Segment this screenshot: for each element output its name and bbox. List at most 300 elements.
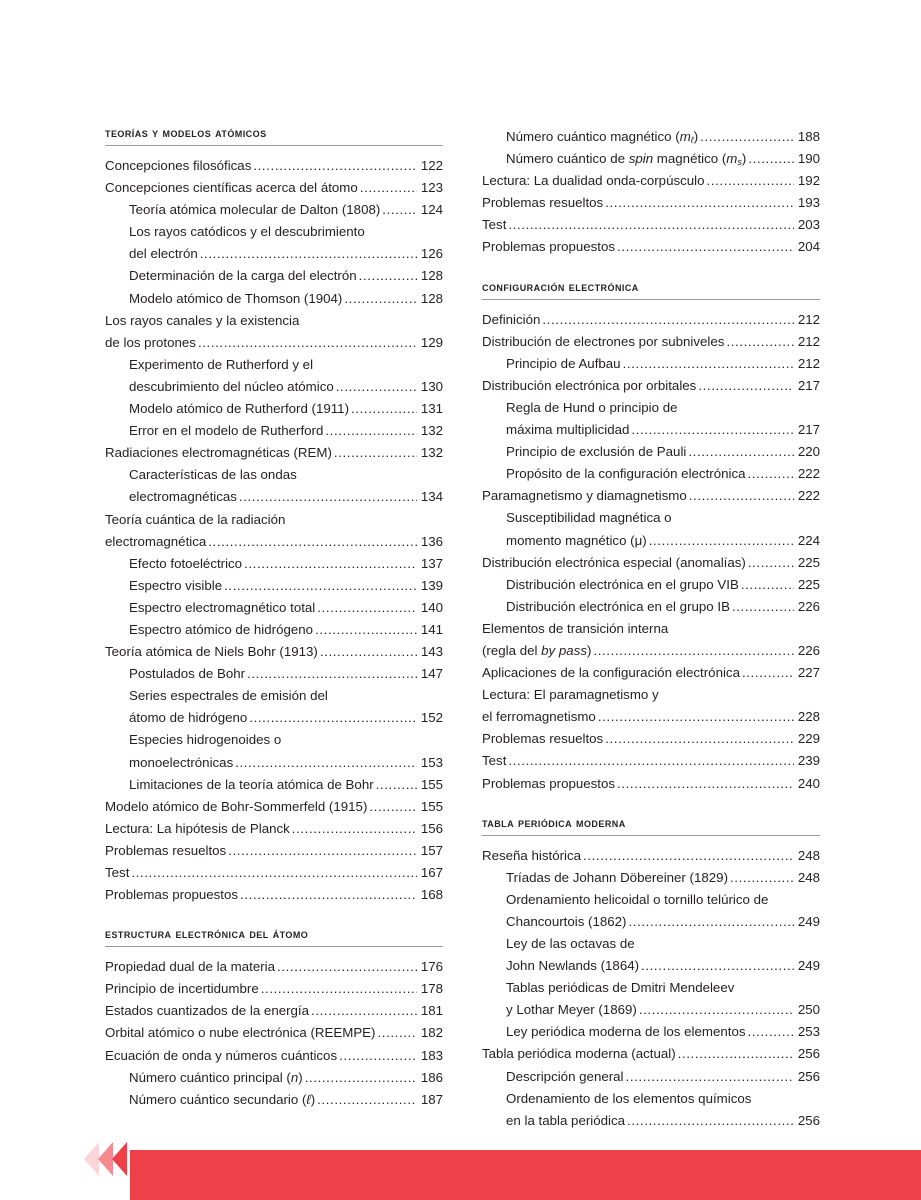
toc-page-number: 137 (420, 555, 443, 571)
toc-page-number: 192 (797, 173, 820, 189)
toc-page-number: 168 (420, 887, 443, 903)
dot-leader (707, 170, 794, 192)
toc-entry-label: Modelo atómico de Rutherford (1911) (129, 401, 350, 417)
toc-entry-label: Ordenamiento de los elementos químicos (506, 1090, 752, 1106)
toc-entry[interactable] (105, 354, 443, 376)
toc-entry[interactable] (482, 773, 820, 795)
toc-page-number: 226 (797, 642, 820, 658)
toc-entry[interactable] (482, 977, 820, 999)
dot-leader (741, 574, 794, 596)
toc-entry-label: Definición (482, 311, 541, 327)
toc-entry[interactable] (105, 575, 443, 597)
toc-entry[interactable] (482, 1088, 820, 1110)
section-header: configuración electrónica (482, 280, 820, 300)
toc-entry[interactable] (482, 845, 820, 867)
toc-entry[interactable] (482, 507, 820, 529)
dot-leader (247, 663, 417, 685)
dot-leader (627, 1110, 794, 1132)
toc-entry-label: Susceptibilidad magnética o (506, 510, 672, 526)
toc-entry-label: Número cuántico principal (n) (129, 1069, 303, 1085)
toc-entry-label: Problemas resueltos (482, 195, 604, 211)
dot-leader (382, 199, 417, 221)
toc-page-number: 249 (797, 958, 820, 974)
toc-entry-label: Experimento de Rutherford y el (129, 356, 314, 372)
toc-page-number: 222 (797, 466, 820, 482)
toc-entry-label: Test (482, 217, 507, 233)
dot-leader (244, 553, 417, 575)
toc-page-number: 136 (420, 533, 443, 549)
toc-entry-label: Distribución electrónica en el grupo VIB (506, 576, 739, 592)
toc-page-number: 256 (797, 1068, 820, 1084)
dot-leader (359, 265, 417, 287)
toc-entry[interactable] (105, 1089, 443, 1111)
dot-leader (377, 1022, 417, 1044)
toc-entry[interactable] (482, 889, 820, 911)
toc-entry-label: Tablas periódicas de Dmitri Mendeleev (506, 980, 735, 996)
toc-entry-label: Distribución electrónica en el grupo IB (506, 598, 730, 614)
toc-page-number: 229 (797, 731, 820, 747)
toc-entry[interactable] (105, 1000, 443, 1022)
toc-entry-label: Distribución electrónica por orbitales (482, 377, 697, 393)
dot-leader (224, 575, 417, 597)
toc-entry[interactable] (482, 331, 820, 353)
dot-leader (315, 619, 417, 641)
toc-entry[interactable] (482, 640, 820, 662)
toc-page-number: 224 (797, 532, 820, 548)
toc-entry[interactable] (105, 310, 443, 332)
toc-page-number: 140 (420, 599, 443, 615)
toc-entry[interactable] (482, 192, 820, 214)
toc-entry[interactable] (105, 420, 443, 442)
toc-entry-label: Espectro visible (129, 577, 223, 593)
toc-page-number: 222 (797, 488, 820, 504)
toc-entry[interactable] (482, 148, 820, 170)
toc-page-number: 132 (420, 445, 443, 461)
toc-page-number: 182 (420, 1025, 443, 1041)
toc-entry-label: Ordenamiento helicoidal o tornillo telúrico de (506, 891, 769, 907)
dot-leader (748, 463, 795, 485)
toc-entry-label: Propiedad dual de la materia (105, 959, 276, 975)
toc-entry[interactable] (105, 531, 443, 553)
dot-leader (583, 845, 794, 867)
toc-entry-label: electromagnética (105, 533, 207, 549)
toc-entry-label: Características de las ondas (129, 467, 297, 483)
toc-page-number: 178 (420, 981, 443, 997)
toc-entry-label: electromagnéticas (129, 489, 237, 505)
toc-entry-label: Teoría atómica de Niels Bohr (1913) (105, 644, 318, 660)
toc-page-number: 167 (420, 865, 443, 880)
toc-entry-label: Test (105, 865, 130, 880)
toc-entry[interactable] (105, 553, 443, 575)
toc-page-number: 124 (420, 202, 443, 218)
toc-entry[interactable] (105, 641, 443, 663)
dot-leader (748, 1021, 795, 1043)
toc-entry[interactable] (105, 978, 443, 1000)
toc-entry[interactable] (105, 1022, 443, 1044)
toc-page-number: 225 (797, 576, 820, 592)
toc-page-number: 134 (420, 489, 443, 505)
toc-page-number: 212 (797, 311, 820, 327)
toc-entry-label: Modelo atómico de Thomson (1904) (129, 290, 343, 306)
toc-entry[interactable] (105, 956, 443, 978)
dot-leader (726, 331, 794, 353)
dot-leader (305, 1067, 417, 1089)
double-chevron-left-icon (84, 1142, 138, 1176)
dot-leader (339, 1045, 417, 1067)
toc-page-number: 240 (797, 775, 820, 791)
toc-page-number: 130 (420, 378, 443, 394)
toc-page-number: 132 (420, 423, 443, 439)
dot-leader (325, 420, 417, 442)
toc-entry[interactable] (105, 685, 443, 707)
dot-leader (649, 530, 794, 552)
dot-leader (131, 862, 417, 884)
toc-entry[interactable] (482, 706, 820, 728)
dot-leader (317, 1089, 417, 1111)
toc-entry[interactable] (105, 376, 443, 398)
toc-entry[interactable] (482, 375, 820, 397)
toc-page-number: 248 (797, 847, 820, 863)
chevron-left-icon-3 (112, 1142, 127, 1176)
toc-columns (105, 126, 820, 1132)
toc-page-number: 220 (797, 444, 820, 460)
toc-page-number: 128 (420, 290, 443, 306)
dot-leader (698, 375, 794, 397)
toc-entry-label: Lectura: La dualidad onda-corpúsculo (482, 173, 705, 189)
dot-leader (631, 419, 794, 441)
dot-leader (228, 840, 417, 862)
toc-page-number: 187 (420, 1091, 443, 1107)
toc-entry[interactable] (482, 530, 820, 552)
dot-leader (376, 774, 417, 796)
toc-page-number: 186 (420, 1069, 443, 1085)
toc-entry-label: Modelo atómico de Bohr-Sommerfeld (1915) (105, 798, 368, 814)
toc-entry-label: Problemas propuestos (482, 775, 616, 791)
toc-page-number: 239 (797, 753, 820, 769)
toc-entry[interactable] (482, 1021, 820, 1043)
toc-column-right (482, 126, 820, 1132)
toc-entry[interactable] (482, 552, 820, 574)
dot-leader (253, 155, 417, 177)
dot-leader (336, 376, 417, 398)
toc-entry-label: Tríadas de Johann Döbereiner (1829) (506, 869, 728, 885)
toc-entry[interactable] (105, 1045, 443, 1067)
toc-page-number: 249 (797, 913, 820, 929)
toc-entry[interactable] (105, 221, 443, 243)
section-header: teorías y modelos atómicos (105, 126, 443, 146)
toc-page-number: 217 (797, 377, 820, 393)
toc-page-number: 256 (797, 1046, 820, 1062)
toc-entry-label: Teoría cuántica de la radiación (105, 511, 286, 527)
toc-entry[interactable] (105, 155, 443, 177)
dot-leader (688, 441, 794, 463)
dot-leader (700, 126, 794, 148)
toc-page-number: 203 (797, 217, 820, 233)
toc-entry[interactable] (482, 1043, 820, 1065)
toc-entry-label: Postulados de Bohr (129, 666, 246, 682)
toc-entry-label: Los rayos canales y la existencia (105, 312, 300, 328)
toc-entry[interactable] (105, 862, 443, 884)
toc-page-number: 152 (420, 710, 443, 726)
toc-page-number: 190 (797, 151, 820, 167)
toc-entry[interactable] (105, 796, 443, 818)
footer-red-bar (130, 1150, 921, 1200)
toc-entry[interactable] (482, 574, 820, 596)
dot-leader (626, 1066, 794, 1088)
toc-entry[interactable] (105, 265, 443, 287)
dot-leader (628, 911, 794, 933)
toc-page-number: 122 (420, 158, 443, 173)
toc-entry-label: Problemas resueltos (105, 842, 227, 858)
dot-leader (732, 596, 794, 618)
dot-leader (623, 353, 794, 375)
toc-entry[interactable] (482, 662, 820, 684)
dot-leader (320, 641, 417, 663)
toc-page-number: 227 (797, 665, 820, 681)
toc-entry-label: Error en el modelo de Rutherford (129, 423, 324, 439)
toc-entry-label: Propósito de la configuración electrónica (506, 466, 746, 482)
dot-leader (678, 1043, 794, 1065)
toc-entry[interactable] (482, 955, 820, 977)
toc-entry[interactable] (482, 867, 820, 889)
toc-entry[interactable] (482, 999, 820, 1021)
dot-leader (748, 552, 794, 574)
dot-leader (351, 398, 417, 420)
toc-entry-label: Series espectrales de emisión del (129, 688, 328, 704)
toc-page-number: 181 (420, 1003, 443, 1019)
toc-entry-label: Ley periódica moderna de los elementos (506, 1024, 746, 1040)
toc-page-number: 248 (797, 869, 820, 885)
toc-page-number: 225 (797, 554, 820, 570)
toc-entry-label: momento magnético (μ) (506, 532, 647, 548)
dot-leader (240, 884, 417, 906)
toc-page-number: 176 (420, 959, 443, 975)
toc-entry[interactable] (105, 884, 443, 906)
toc-entry[interactable] (105, 752, 443, 774)
toc-entry[interactable] (482, 728, 820, 750)
toc-page-number: 256 (797, 1112, 820, 1128)
toc-entry[interactable] (482, 1110, 820, 1132)
dot-leader (334, 442, 417, 464)
toc-entry[interactable] (105, 442, 443, 464)
toc-entry[interactable] (482, 309, 820, 331)
toc-entry[interactable] (105, 332, 443, 354)
toc-page-number: 212 (797, 333, 820, 349)
toc-entry-label: Número cuántico magnético $(m_\ell)$ (506, 129, 699, 145)
toc-page-number: 143 (420, 644, 443, 660)
toc-entry-label: Orbital atómico o nube electrónica (REEMPE) (105, 1025, 376, 1041)
section-header: estructura electrónica del átomo (105, 927, 443, 947)
toc-entry-label: Teoría atómica molecular de Dalton (1808) (129, 202, 381, 218)
dot-leader (508, 214, 794, 236)
toc-entry-label: Distribución de electrones por subniveles (482, 333, 725, 349)
toc-entry-label: y Lothar Meyer (1869) (506, 1002, 637, 1018)
toc-entry[interactable] (482, 214, 820, 236)
dot-leader (239, 486, 417, 508)
toc-entry[interactable] (105, 243, 443, 265)
toc-entry-label: Efecto fotoeléctrico (129, 555, 243, 571)
dot-leader (593, 640, 794, 662)
toc-entry[interactable] (482, 750, 820, 772)
dot-leader (742, 662, 794, 684)
section-spacer (482, 795, 820, 816)
toc-entry-label: Espectro atómico de hidrógeno (129, 621, 314, 637)
toc-entry[interactable] (105, 486, 443, 508)
toc-entry-label: John Newlands (1864) (506, 958, 640, 974)
toc-entry[interactable] (482, 485, 820, 507)
toc-entry-label: Principio de exclusión de Pauli (506, 444, 687, 460)
toc-entry[interactable] (105, 464, 443, 486)
dot-leader (235, 752, 417, 774)
dot-leader (360, 177, 417, 199)
toc-entry-label: Tabla periódica moderna (actual) (482, 1046, 676, 1062)
toc-entry-label: Ecuación de onda y números cuánticos (105, 1047, 338, 1063)
toc-entry[interactable] (482, 684, 820, 706)
toc-page-number: 155 (420, 776, 443, 792)
toc-entry[interactable] (105, 177, 443, 199)
toc-entry-label: Determinación de la carga del electrón (129, 268, 357, 284)
toc-entry-label: de los protones (105, 334, 196, 350)
toc-entry-label: del electrón (129, 246, 198, 262)
dot-leader (748, 148, 794, 170)
toc-entry[interactable] (105, 1067, 443, 1089)
toc-entry[interactable] (482, 353, 820, 375)
toc-entry[interactable] (482, 911, 820, 933)
toc-page-number: 155 (420, 798, 443, 814)
toc-page-number: 129 (420, 334, 443, 350)
toc-entry[interactable] (482, 596, 820, 618)
toc-page-number: 157 (420, 842, 443, 858)
toc-entry-label: Radiaciones electromagnéticas (REM) (105, 445, 332, 461)
toc-page-number: 193 (797, 195, 820, 211)
toc-entry[interactable] (482, 236, 820, 258)
dot-leader (639, 999, 794, 1021)
toc-page-number: 188 (797, 129, 820, 144)
dot-leader (249, 707, 417, 729)
toc-entry[interactable] (482, 441, 820, 463)
toc-entry-label: Distribución electrónica especial (anomalías) (482, 554, 746, 570)
toc-page-number: 139 (420, 577, 443, 593)
dot-leader (689, 485, 794, 507)
toc-entry[interactable] (482, 126, 820, 148)
toc-page-number: 217 (797, 422, 820, 438)
toc-entry-label: Problemas resueltos (482, 731, 604, 747)
toc-entry[interactable] (482, 463, 820, 485)
dot-leader (311, 1000, 417, 1022)
toc-entry-label: Ley de las octavas de (506, 936, 635, 951)
toc-entry[interactable] (482, 933, 820, 955)
toc-entry-label: el ferromagnetismo (482, 709, 596, 725)
toc-page-number: 128 (420, 268, 443, 284)
dot-leader (605, 728, 794, 750)
chevron-left-icon-2 (98, 1142, 113, 1176)
toc-entry[interactable] (105, 729, 443, 751)
toc-entry[interactable] (105, 818, 443, 840)
toc-page-number: 253 (797, 1024, 820, 1040)
toc-entry[interactable] (482, 419, 820, 441)
toc-entry-label: en la tabla periódica (506, 1112, 626, 1128)
toc-entry[interactable] (105, 774, 443, 796)
toc-page-number: 183 (420, 1047, 443, 1063)
toc-entry-label: Limitaciones de la teoría atómica de Bohr (129, 776, 374, 792)
toc-page-number: 156 (420, 820, 443, 836)
toc-entry[interactable] (105, 663, 443, 685)
dot-leader (317, 597, 417, 619)
toc-page-number: 141 (420, 621, 443, 637)
toc-entry[interactable] (105, 707, 443, 729)
toc-entry-label: Elementos de transición interna (482, 620, 669, 636)
toc-entry-label: Los rayos catódicos y el descubrimiento (129, 224, 365, 240)
toc-column-left (105, 126, 443, 1132)
toc-page-number: 131 (420, 401, 443, 417)
dot-leader (277, 956, 417, 978)
toc-entry-label: Regla de Hund o principio de (506, 399, 678, 415)
toc-entry[interactable] (105, 840, 443, 862)
section-spacer (482, 259, 820, 280)
toc-entry-label: máxima multiplicidad (506, 422, 630, 438)
section-spacer (105, 906, 443, 927)
dot-leader (344, 288, 417, 310)
toc-entry-label: Especies hidrogenoides o (129, 732, 282, 748)
toc-entry-label: Chancourtois (1862) (506, 913, 627, 929)
toc-entry-label: Test (482, 753, 507, 769)
toc-page-number: 123 (420, 180, 443, 196)
toc-entry[interactable] (482, 618, 820, 640)
toc-entry-label: monoelectrónicas (129, 754, 234, 770)
toc-entry-label: descubrimiento del núcleo atómico (129, 378, 334, 394)
dot-leader (208, 531, 417, 553)
dot-leader (261, 978, 417, 1000)
toc-entry[interactable] (105, 619, 443, 641)
toc-entry-label: Aplicaciones de la configuración electrónica (482, 665, 740, 681)
toc-entry[interactable] (105, 199, 443, 221)
toc-page-number: 204 (797, 239, 820, 255)
section-header: tabla periódica moderna (482, 816, 820, 836)
toc-entry[interactable] (482, 1066, 820, 1088)
toc-entry-label: átomo de hidrógeno (129, 710, 248, 726)
dot-leader (617, 773, 794, 795)
toc-entry[interactable] (105, 288, 443, 310)
toc-entry[interactable] (482, 170, 820, 192)
toc-entry[interactable] (105, 509, 443, 531)
toc-entry[interactable] (482, 397, 820, 419)
toc-entry-label: Concepciones científicas acerca del átomo (105, 180, 358, 196)
toc-entry-label: Paramagnetismo y diamagnetismo (482, 488, 687, 504)
toc-entry-label: Lectura: La hipótesis de Planck (105, 820, 290, 836)
toc-entry[interactable] (105, 597, 443, 619)
toc-entry-label: Reseña histórica (482, 847, 582, 863)
toc-page-number: 147 (420, 666, 443, 682)
dot-leader (617, 236, 794, 258)
toc-entry-label: Lectura: El paramagnetismo y (482, 687, 659, 703)
dot-leader (598, 706, 794, 728)
toc-entry-label: Número cuántico secundario (ℓ) (129, 1091, 316, 1107)
toc-entry-label: Principio de incertidumbre (105, 981, 259, 997)
toc-entry[interactable] (105, 398, 443, 420)
toc-entry-label: Descripción general (506, 1068, 624, 1084)
toc-entry-label: (regla del by pass) (482, 642, 592, 658)
chevron-left-icon-1 (84, 1142, 99, 1176)
toc-entry-label: Concepciones filosóficas (105, 158, 252, 173)
toc-entry-label: Problemas propuestos (105, 887, 239, 903)
toc-entry-label: Problemas propuestos (482, 239, 616, 255)
toc-entry-label: Espectro electromagnético total (129, 599, 316, 615)
dot-leader (730, 867, 794, 889)
toc-page-number: 226 (797, 598, 820, 614)
toc-page-number: 153 (420, 754, 443, 770)
dot-leader (641, 955, 794, 977)
dot-leader (542, 309, 794, 331)
